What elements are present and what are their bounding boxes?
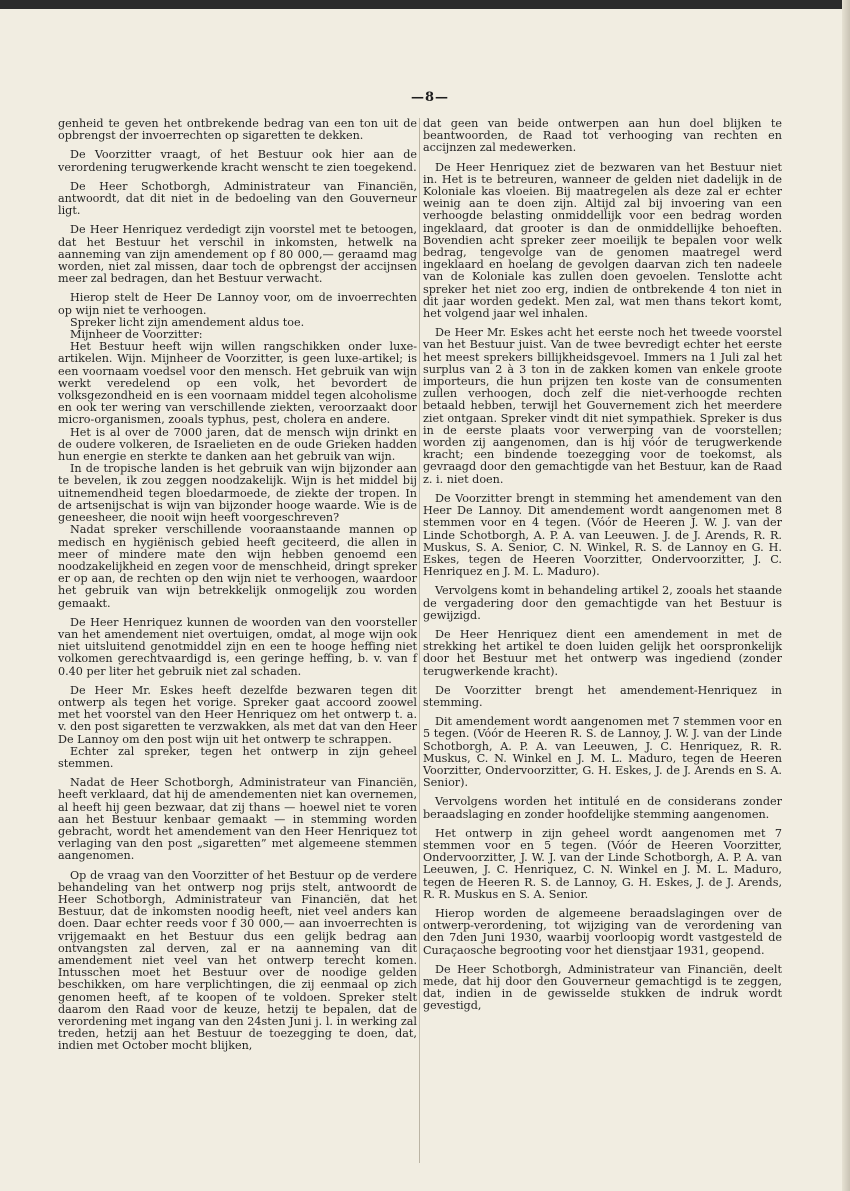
paragraph: De Voorzitter brengt het amendement-Henriquez in stemming.	[423, 683, 782, 709]
paragraph: De Heer Henriquez verdedigt zijn voorstel met te betoogen, dat het Bestuur het verschil in inkomsten, hetwelk na aanneming van zijn amendement op f 80 000,— geraamd mag worden, niet zal missen, daar toch de opbrengst der accijnsen meer zal bedragen, dan het Bestuur verwacht.	[58, 223, 417, 286]
paragraph: De Heer Henriquez ziet de bezwaren van het Bestuur niet in. Het is te betreuren, wanneer de gelden niet dadelijk in de Koloniale kas vloeien. Bij maatregelen als deze zal er echter weinig aan te doen zijn. Altijd zal bij invoering van een verhoogde belasting onmiddellijk voor een bedrag worden ingeklaard, dat grooter is dan de onmiddellijke behoeften. Bovendien acht spreker zeer moeilijk te bepalen voor welk bedrag, tengevolge van de genomen maatregel werd ingeklaard en hoelang de gevolgen daarvan zich ten nadeele van de Koloniale kas zullen doen gevoelen. Tenslotte acht spreker het niet zoo erg, indien de ontbrekende 4 ton niet in dit jaar worden gedekt. Men zal, wat men thans tekort komt, het volgend jaar wel inhalen.	[423, 160, 782, 321]
page-edge	[842, 0, 850, 1191]
paragraph: De Heer Mr. Eskes heeft dezelfde bezwaren tegen dit ontwerp als tegen het vorige. Spreker gaat accoord zoowel met het voorstel van den Heer Henriquez om het ontwerp t. a. v. den post sigaretten te verzwakken, als met dat van den Heer De Lannoy om den post wijn uit het ontwerp te schrappen.	[58, 683, 417, 746]
paragraph: dat geen van beide ontwerpen aan hun doel blijken te beantwoorden, de Raad tot verhooging van rechten en accijnzen zal medewerken.	[423, 117, 782, 155]
paragraph: De Heer Henriquez dient een amendement in met de strekking het artikel te doen luiden gelijk het oorspronkelijk door het Bestuur met het ontwerp was ingediend (zonder terugwerkende kracht).	[423, 627, 782, 678]
paragraph: Hierop worden de algemeene beraadslagingen over de ontwerp-verordening, tot wijziging van de verordening van den 7den Juni 1930, waarbij voorloopig wordt vastgesteld de Curaçaosche begrooting voor het dienstjaar 1931, geopend.	[423, 906, 782, 957]
paragraph: Dit amendement wordt aangenomen met 7 stemmen voor en 5 tegen. (Vóór de Heeren R. S. de Lannoy, J. W. J. van der Linde Schotborgh, A. P. A. van Leeuwen, J. C. Henriquez, R. R. Muskus, C. N. Winkel en J. M. L. Maduro, tegen de Heeren Voorzitter, Ondervoorzitter, G. H. Eskes, J. de J. Arends en S. A. Senior).	[423, 715, 782, 790]
paragraph: De Voorzitter vraagt, of het Bestuur ook hier aan de verordening terugwerkende kracht wenscht te zien toegekend.	[58, 148, 417, 174]
paragraph: De Heer Mr. Eskes acht het eerste noch het tweede voorstel van het Bestuur juist. Van de twee bevredigt echter het eerste het meest sprekers billijkheidsgevoel. Immers na 1 Juli zal het surplus van 2 à 3 ton in de zakken komen van enkele groote importeurs, die hun prijzen ten koste van de consumenten zullen verhoogen, doch zelf die niet-verhoogde rechten betaald hebben, terwijl het Gouvernement zich het meerdere ziet ontgaan. Spreker vindt dit niet sympathiek. Spreker is dus in de eerste plaats voor verwerping van de voorstellen; worden zij aangenomen, dan is hij vóór de terugwerkende kracht; een bindende toezegging voor de toekomst, als gevraagd door den gemachtigde van het Bestuur, kan de Raad z. i. niet doen.	[423, 326, 782, 486]
paragraph: Echter zal spreker, tegen het ontwerp in zijn geheel stemmen.	[58, 744, 417, 770]
left-column	[58, 118, 417, 1060]
paragraph: Het ontwerp in zijn geheel wordt aangenomen met 7 stemmen voor en 5 tegen. (Vóór de Heeren Voorzitter, Ondervoorzitter, J. W. J. van der Linde Schotborgh, A. P. A. van Leeuwen, J. C. Henriquez, C. N. Winkel en J. M. L. Maduro, tegen de Heeren R. S. de Lannoy, G. H. Eskes, J. de J. Arends, R. R. Muskus en S. A. Senior.	[423, 826, 782, 901]
right-column	[423, 118, 782, 1020]
paragraph: Vervolgens worden het intitulé en de considerans zonder beraadslaging en zonder hoofdelijke stemming aangenomen.	[423, 795, 782, 821]
paragraph: Mijnheer de Voorzitter:	[70, 328, 203, 342]
paragraph: De Voorzitter brengt in stemming het amendement van den Heer De Lannoy. Dit amendement wordt aangenomen met 8 stemmen voor en 4 tegen. (Vóór de Heeren J. W. J. van der Linde Schotborgh, A. P. A. van Leeuwen. J. de J. Arends, R. R. Muskus, S. A. Senior, C. N. Winkel, R. S. de Lannoy en G. H. Eskes, tegen de Heeren Voorzitter, Ondervoorzitter, J. C. Henriquez en J. M. L. Maduro).	[423, 491, 782, 579]
paragraph: De Heer Schotborgh, Administrateur van Financiën, deelt mede, dat hij door den Gouverneur gemachtigd is te zeggen, dat, indien in de gewisselde stukken de indruk wordt gevestigd,	[423, 962, 782, 1013]
paragraph: Nadat de Heer Schotborgh, Administrateur van Financiën, heeft verklaard, dat hij de amendementen niet kan overnemen, al heeft hij geen bezwaar, dat zij thans — hoewel niet te voren aan het Bestuur kenbaar gemaakt — in stemming worden gebracht, wordt het amendement van den Heer Henriquez tot verlaging van den post „sigaretten” met algemeene stemmen aangenomen.	[58, 776, 417, 863]
page-number: —8—	[410, 90, 450, 105]
paragraph: genheid te geven het ontbrekende bedrag van een ton uit de opbrengst der invoerrechten op sigaretten te dekken.	[58, 117, 417, 143]
paragraph: Het Bestuur heeft wijn willen rangschikken onder luxe-artikelen. Wijn. Mijnheer de Voorzitter, is geen luxe-artikel; is een voornaam voedsel voor den mensch. Het gebruik van wijn werkt veredelend op een volk, het bevordert de volksgezondheid en is een voornaam middel tegen alcoholisme en ook ter wering van verschillende ziekten, veroorzaakt door micro-organismen, zooals typhus, pest, cholera en andere.	[58, 340, 417, 427]
paragraph: Nadat spreker verschillende vooraanstaande mannen op medisch en hygiënisch gebied heeft geciteerd, die allen in meer of mindere mate den wijn hebben genoemd een noodzakelijkheid en zegen voor de menschheid, dringt spreker er op aan, de rechten op den wijn niet te verhoogen, waardoor het gebruik van wijn betrekkelijk onmogelijk zou worden gemaakt.	[58, 523, 417, 610]
column-divider	[419, 118, 420, 1163]
paragraph: Vervolgens komt in behandeling artikel 2, zooals het staande de vergadering door den gemachtigde van het Bestuur is gewijzigd.	[423, 584, 782, 622]
paragraph: Op de vraag van den Voorzitter of het Bestuur op de verdere behandeling van het ontwerp nog prijs stelt, antwoordt de Heer Schotborgh, Administrateur van Financiën, dat het Bestuur, dat de inkomsten noodig heeft, niet veel anders kan doen. Daar echter reeds voor f 30 000,— aan invoerrechten is vrijgemaakt en het Bestuur dus een gelijk bedrag aan ontvangsten zal derven, zal er na aanneming van dit amendement niet veel van het ontwerp terecht komen. Intusschen moet het Bestuur over de noodige gelden beschikken, om hare verplichtingen, die zij eenmaal op zich genomen heeft, af te koopen of te voldoen. Spreker stelt daarom den Raad voor de keuze, hetzij te bepalen, dat de verordening met ingang van den 24sten Juni j. l. in werking zal treden, hetzij aan het Bestuur de toezegging te doen, dat, indien met October mocht blijken,	[58, 868, 417, 1053]
paragraph: Het is al over de 7000 jaren, dat de mensch wijn drinkt en de oudere volkeren, de Israelieten en de oude Grieken hadden hun energie en sterkte te danken aan het gebruik van wijn.	[58, 425, 417, 464]
paragraph: Spreker licht zijn amendement aldus toe.	[70, 315, 305, 329]
scan-border	[0, 0, 850, 9]
paragraph: De Heer Henriquez kunnen de woorden van den voorsteller van het amendement niet overtuigen, omdat, al moge wijn ook niet uitsluitend genotmiddel zijn en een te hooge heffing niet volkomen gerechtvaardigd is, een geringe heffing, b. v. van f 0.40 per liter het gebruik niet zal schaden.	[58, 615, 417, 678]
paragraph: De Heer Schotborgh, Administrateur van Financiën, antwoordt, dat dit niet in de bedoeling van den Gouverneur ligt.	[58, 179, 417, 218]
paragraph: Hierop stelt de Heer De Lannoy voor, om de invoerrechten op wijn niet te verhoogen.	[58, 291, 417, 317]
paragraph: In de tropische landen is het gebruik van wijn bijzonder aan te bevelen, ik zou zeggen noodzakelijk. Wijn is het middel bij uitnemendheid tegen bloedarmoede, de ziekte der tropen. In de artsenijschat is wijn van bijzonder hooge waarde. Wie is de geneesheer, die nooit wijn heeft voorgeschreven?	[58, 462, 417, 525]
